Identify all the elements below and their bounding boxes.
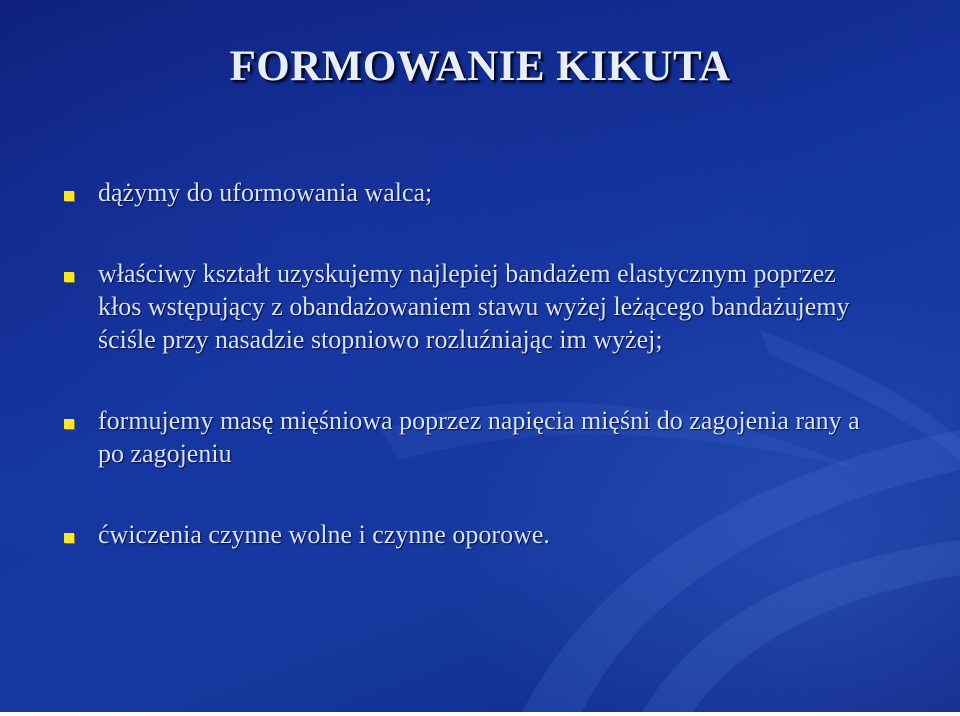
- bullet-item: [64, 176, 884, 209]
- bullet-list: [64, 176, 884, 551]
- bullet-item: [64, 257, 884, 356]
- slide-title: FORMOWANIE KIKUTA: [229, 43, 731, 90]
- bullet-text: właściwy kształt uzyskujemy najlepiej bandażem elastycznym poprzez kłos wstępujący z obandażowaniem stawu wyżej leżącego bandażujemy ściśle przy nasadzie stopniowo rozluźniając im wyżej;: [98, 259, 850, 354]
- square-bullet-icon: [64, 272, 74, 282]
- square-bullet-icon: [64, 533, 74, 543]
- bullet-text: dążymy do uformowania walca;: [98, 178, 433, 207]
- bullet-item: [64, 404, 884, 470]
- bullet-item: [64, 518, 884, 551]
- slide-bottom-border: [0, 712, 960, 716]
- bullet-text: ćwiczenia czynne wolne i czynne oporowe.: [98, 520, 550, 549]
- square-bullet-icon: [64, 419, 74, 429]
- square-bullet-icon: [64, 191, 74, 201]
- bullet-text: formujemy masę mięśniowa poprzez napięcia mięśni do zagojenia rany a po zagojeniu: [98, 406, 860, 468]
